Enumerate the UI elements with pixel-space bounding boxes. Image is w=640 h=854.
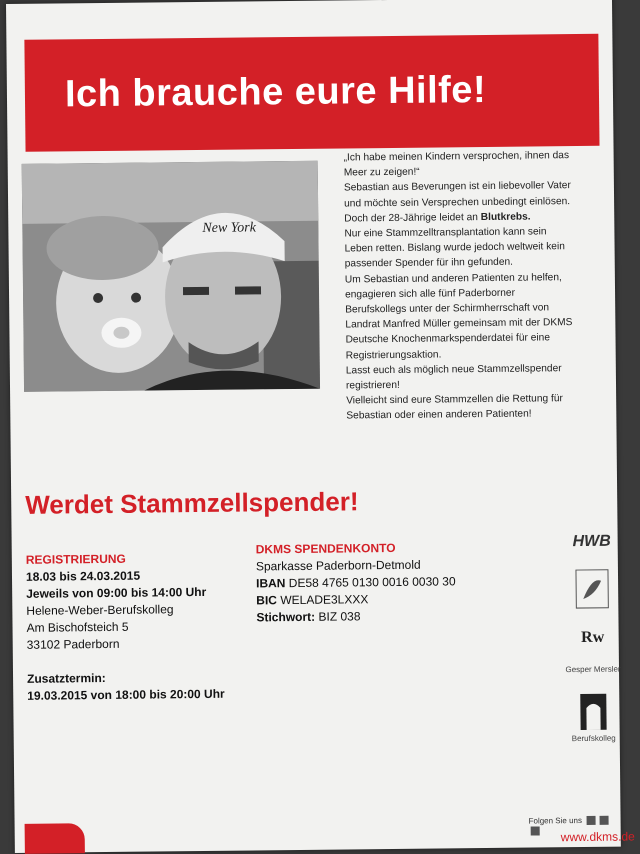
- dkms-logo-icon: [25, 823, 85, 854]
- donation-heading: DKMS SPENDENKONTO: [255, 540, 396, 557]
- registration-city: 33102 Paderborn: [26, 636, 120, 652]
- twitter-icon[interactable]: [599, 816, 608, 825]
- spacer: [27, 652, 225, 671]
- story-line: Sebastian aus Beverungen ist ein liebevoller Vater: [343, 180, 571, 194]
- donation-bank: Sparkasse Paderborn-Detmold: [255, 557, 421, 574]
- berufskolleg-label: Berufskolleg: [571, 733, 616, 744]
- story-line: Lasst euch als möglich neue Stammzellspender: [345, 363, 562, 377]
- facebook-icon[interactable]: [586, 816, 595, 825]
- registration-venue: Helene-Weber-Berufskolleg: [26, 602, 174, 618]
- rw-logo: Rw: [581, 628, 605, 647]
- story-line: Berufskollegs unter der Schirmherrschaft von: [345, 302, 550, 316]
- iban-label: IBAN: [256, 576, 286, 591]
- flyer-page: [6, 0, 635, 853]
- donation-iban-row: [256, 573, 456, 592]
- gesper-logo: Gesper Mersler: [565, 664, 621, 675]
- leaf-logo-icon: [562, 569, 622, 612]
- registration-times: Jeweils von 09:00 bis 14:00 Uhr: [26, 584, 207, 601]
- story-bold-word: Blutkrebs.: [480, 211, 531, 223]
- story-line: Doch der 28-Jährige leidet an: [344, 211, 481, 225]
- donation-block: [256, 539, 456, 626]
- berufskolleg-logo: [563, 692, 624, 744]
- story-line: Um Sebastian und anderen Patienten zu helfen,: [344, 271, 562, 286]
- story-line: Landrat Manfred Müller gemeinsam mit der DKMS: [345, 317, 573, 331]
- story-line: Deutsche Knochenmarkspenderdatei für eine: [345, 332, 551, 346]
- hwb-logo: HWB: [572, 532, 611, 551]
- story-line: Nur eine Stammzelltransplantation kann sein: [344, 226, 547, 240]
- call-to-action-headline: Werdet Stammzellspender!: [25, 486, 359, 520]
- follow-label: Folgen Sie uns: [528, 816, 583, 826]
- bic-value: WELADE3LXXX: [280, 592, 369, 608]
- story-line: Leben retten. Bislang wurde jedoch weltweit kein: [344, 241, 565, 255]
- registration-dates: 18.03 bis 24.03.2015: [25, 568, 141, 584]
- story-line: Vielleicht sind eure Stammzellen die Rettung für: [346, 393, 563, 407]
- header-banner: [24, 34, 599, 152]
- donation-bic-row: [256, 590, 456, 609]
- registration-heading: REGISTRIERUNG: [25, 551, 126, 567]
- keyword-label: Stichwort:: [256, 609, 316, 625]
- bic-label: BIC: [256, 593, 278, 608]
- registration-street: Am Bischofsteich 5: [26, 619, 129, 635]
- footer-url[interactable]: www.dkms.de: [560, 829, 635, 845]
- banner-title: Ich brauche eure Hilfe!: [64, 68, 487, 116]
- story-line: „Ich habe meinen Kindern versprochen, ihnen das: [343, 150, 570, 164]
- extra-date: 19.03.2015 von 18:00 bis 20:00 Uhr: [27, 686, 225, 703]
- father-child-photo: [22, 161, 320, 392]
- google-plus-icon[interactable]: [531, 826, 540, 835]
- story-line: passender Spender für ihn gefunden.: [344, 257, 514, 270]
- story-line: Sebastian oder einen anderen Patienten!: [346, 408, 532, 422]
- story-line: registrieren!: [345, 379, 400, 392]
- cap-logo: New York: [202, 220, 256, 236]
- story-text: [344, 148, 609, 424]
- keyword-value: BIZ 038: [318, 609, 361, 624]
- donation-keyword-row: [256, 607, 456, 626]
- story-line: Registrierungsaktion.: [345, 349, 442, 362]
- story-line: engagieren sich alle fünf Paderborner: [345, 287, 516, 301]
- iban-value: DE58 4765 0130 0016 0030 30: [288, 574, 456, 591]
- registration-block: [26, 550, 225, 705]
- story-line: und möchte sein Versprechen unbedingt einlösen.: [344, 195, 571, 210]
- story-line: Meer zu zeigen!“: [343, 166, 420, 179]
- school-logos: [562, 533, 624, 762]
- extra-date-label: Zusatztermin:: [26, 670, 106, 686]
